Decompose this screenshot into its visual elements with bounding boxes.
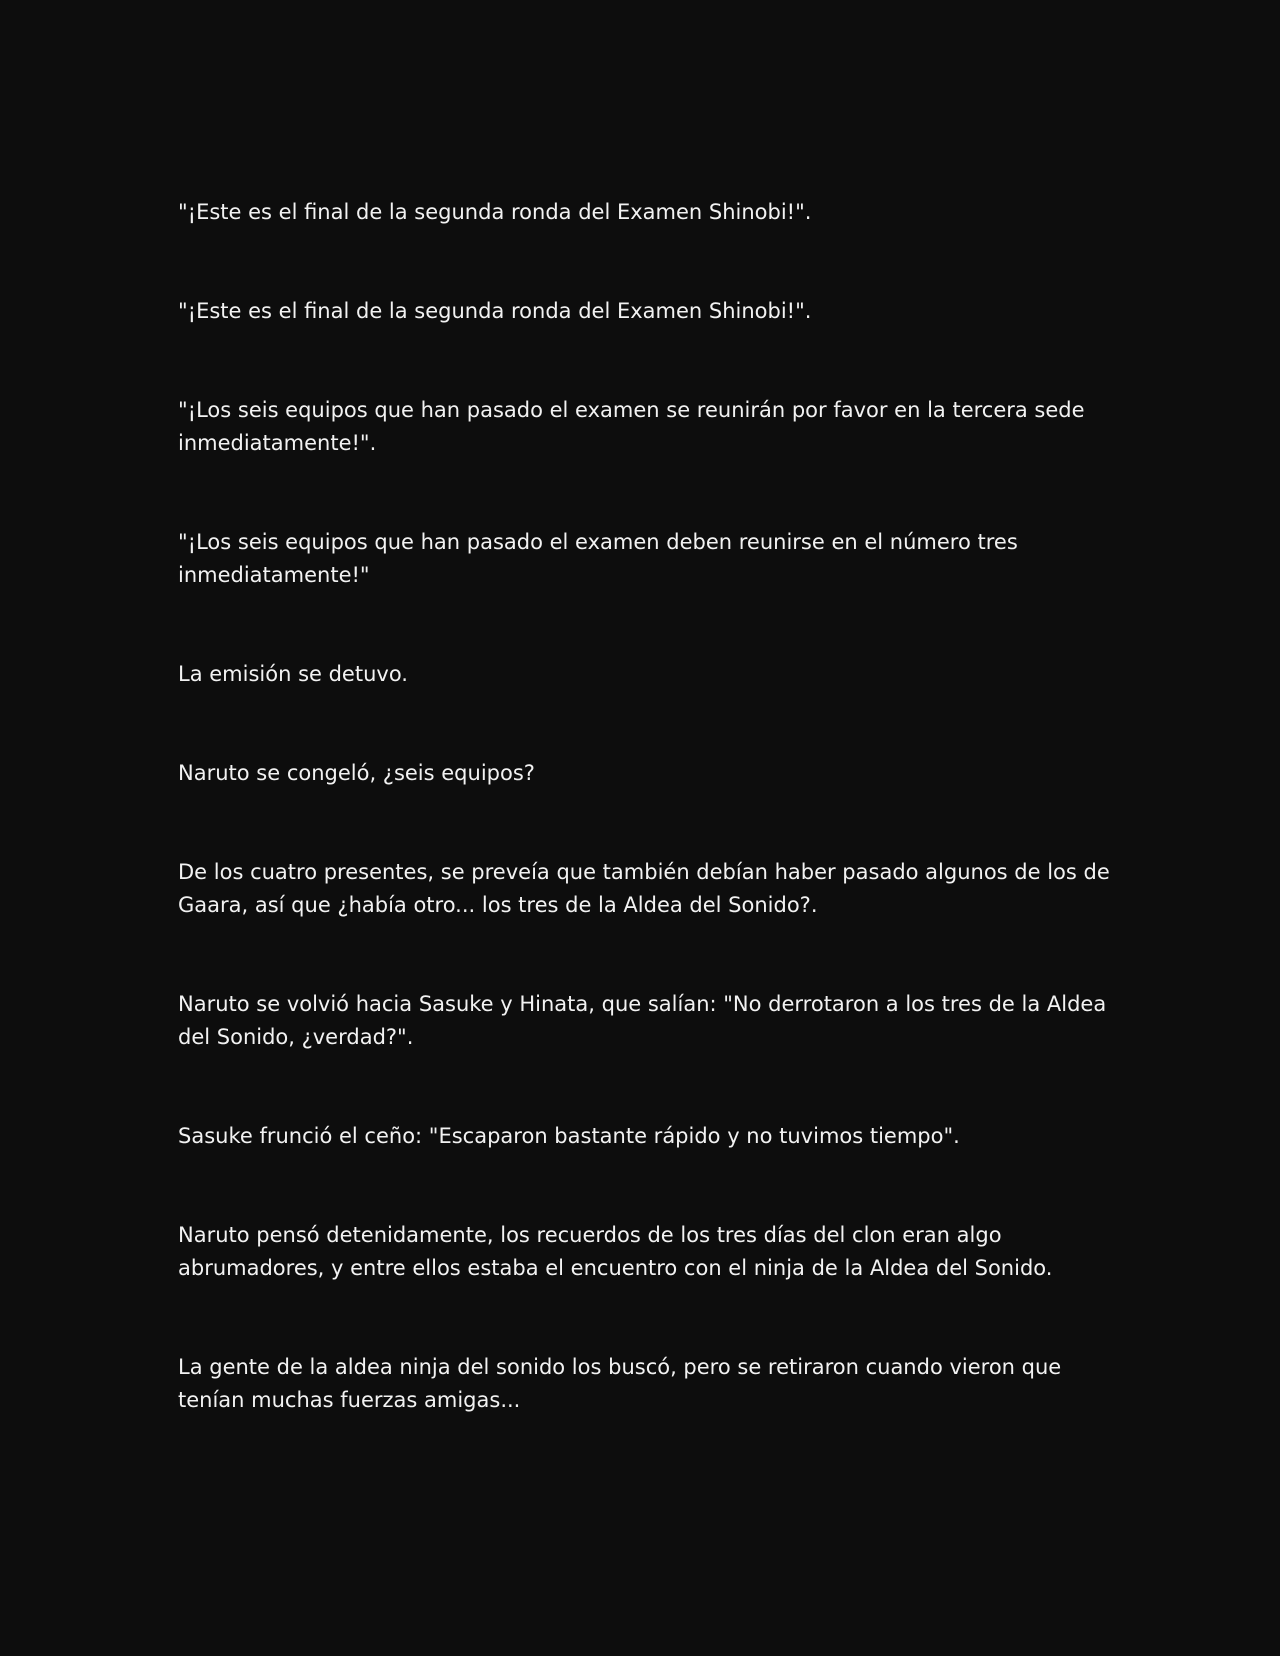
paragraph-6: Naruto se congeló, ¿seis equipos? <box>178 761 535 785</box>
paragraph-9: Sasuke frunció el ceño: "Escaparon bastante rápido y no tuvimos tiempo". <box>178 1124 960 1148</box>
paragraph-11: La gente de la aldea ninja del sonido los buscó, pero se retiraron cuando vieron que tenían muchas fuerzas amigas... <box>178 1355 1062 1412</box>
paragraph-8: Naruto se volvió hacia Sasuke y Hinata, que salían: "No derrotaron a los tres de la Aldea del Sonido, ¿verdad?". <box>178 992 1107 1049</box>
paragraph-7: De los cuatro presentes, se preveía que también debían haber pasado algunos de los de Gaara, así que ¿había otro... los tres de la Aldea del Sonido?. <box>178 860 1110 917</box>
document-text <box>178 196 1118 1483</box>
paragraph-3: "¡Los seis equipos que han pasado el examen se reunirán por favor en la tercera sede inmediatamente!". <box>178 398 1085 455</box>
paragraph-1: "¡Este es el final de la segunda ronda del Examen Shinobi!". <box>178 200 812 224</box>
paragraph-2: "¡Este es el final de la segunda ronda del Examen Shinobi!". <box>178 299 812 323</box>
paragraph-4: "¡Los seis equipos que han pasado el examen deben reunirse en el número tres inmediatamente!" <box>178 530 1018 587</box>
paragraph-5: La emisión se detuvo. <box>178 662 408 686</box>
paragraph-10: Naruto pensó detenidamente, los recuerdos de los tres días del clon eran algo abrumadores, y entre ellos estaba el encuentro con el ninja de la Aldea del Sonido. <box>178 1223 1053 1280</box>
